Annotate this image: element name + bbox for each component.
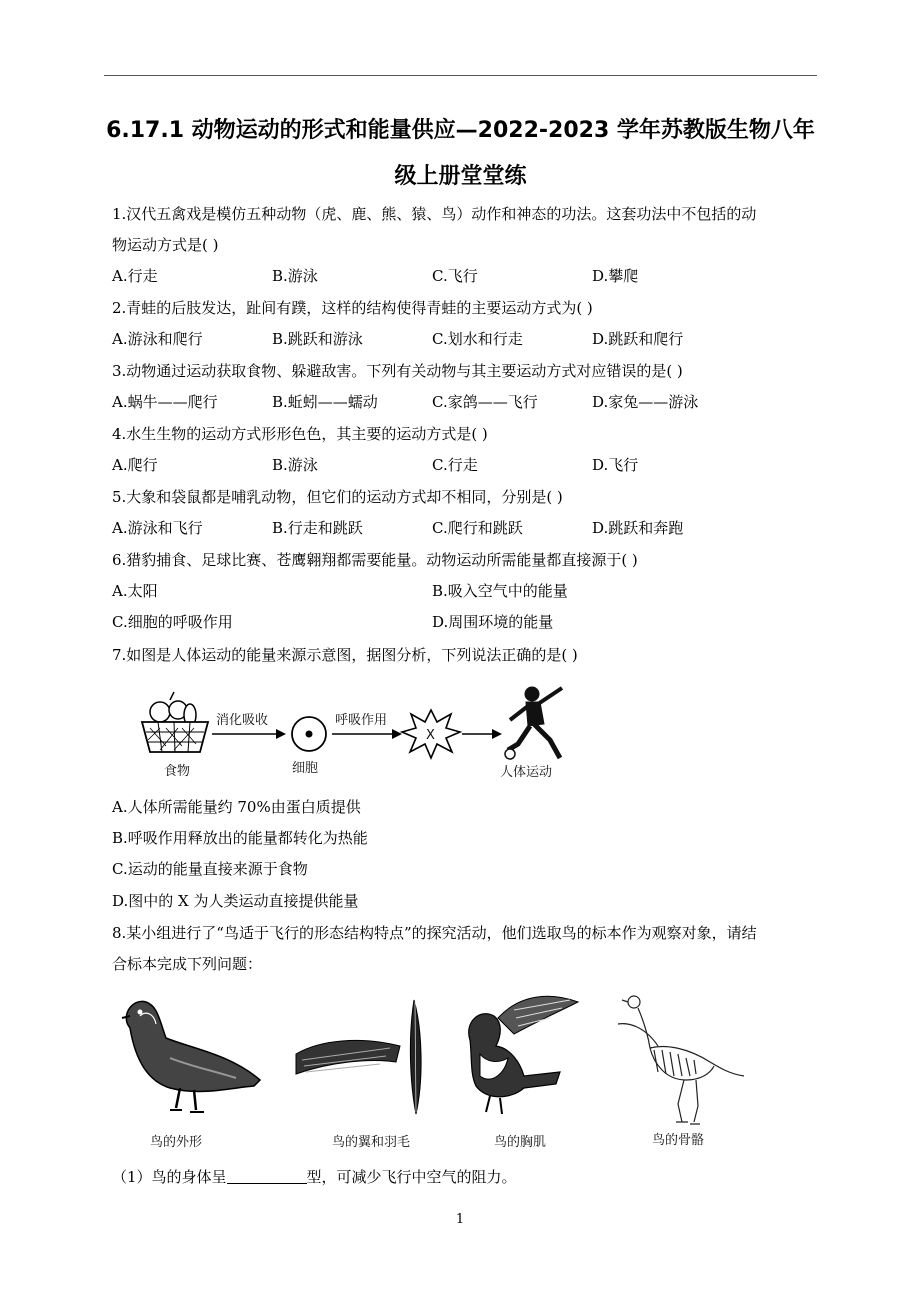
q1-option-a[interactable]: A.行走 bbox=[112, 267, 158, 285]
q6-option-a[interactable]: A.太阳 bbox=[112, 582, 158, 600]
q7-stem: 7.如图是人体运动的能量来源示意图，据图分析，下列说法正确的是( ) bbox=[112, 646, 578, 664]
cell-label: 细胞 bbox=[292, 761, 319, 776]
q5-option-c[interactable]: C.爬行和跳跃 bbox=[432, 519, 523, 537]
q1-stem-2: 物运动方式是( ) bbox=[112, 236, 219, 254]
q1-stem-1: 1.汉代五禽戏是模仿五种动物（虎、鹿、熊、猿、鸟）动作和神态的功法。这套功法中不包括的动 bbox=[112, 205, 757, 223]
q8-sub1-after: 型，可减少飞行中空气的阻力。 bbox=[306, 1168, 517, 1186]
q6-option-b[interactable]: B.吸入空气中的能量 bbox=[432, 582, 568, 600]
q6-option-c[interactable]: C.细胞的呼吸作用 bbox=[112, 613, 233, 631]
q4-option-c[interactable]: C.行走 bbox=[432, 456, 478, 474]
q7-option-d[interactable]: D.图中的 X 为人类运动直接提供能量 bbox=[112, 892, 359, 910]
q6-option-d[interactable]: D.周围环境的能量 bbox=[432, 613, 554, 631]
q8-sub1-before: （1）鸟的身体呈 bbox=[112, 1168, 227, 1186]
q2-stem: 2.青蛙的后肢发达，趾间有蹼，这样的结构使得青蛙的主要运动方式为( ) bbox=[112, 299, 593, 317]
q5-option-b[interactable]: B.行走和跳跃 bbox=[272, 519, 363, 537]
q3-option-d[interactable]: D.家兔——游泳 bbox=[592, 393, 699, 411]
q1-option-b[interactable]: B.游泳 bbox=[272, 267, 318, 285]
caption-skeleton: 鸟的骨骼 bbox=[652, 1133, 705, 1148]
q2-option-a[interactable]: A.游泳和爬行 bbox=[112, 330, 203, 348]
q2-option-d[interactable]: D.跳跃和爬行 bbox=[592, 330, 684, 348]
bird-skeleton-icon bbox=[618, 996, 744, 1124]
title-line-1: 6.17.1 动物运动的形式和能量供应—2022-2023 学年苏教版生物八年 bbox=[106, 118, 815, 143]
q8-sub1 bbox=[112, 1167, 517, 1187]
digest-label: 消化吸收 bbox=[216, 713, 269, 728]
title-line-2: 级上册堂堂练 bbox=[394, 164, 527, 189]
q8-stem-1: 8.某小组进行了“鸟适于飞行的形态结构特点”的探究活动，他们选取鸟的标本作为观察对象，请结 bbox=[112, 924, 757, 942]
wing-feather-icon bbox=[296, 1000, 421, 1114]
page-number: 1 bbox=[455, 1212, 465, 1227]
pigeon-exterior-icon bbox=[122, 1001, 260, 1112]
soccer-player-icon bbox=[505, 687, 562, 759]
q3-option-b[interactable]: B.蚯蚓——蠕动 bbox=[272, 393, 378, 411]
q2-option-c[interactable]: C.划水和行走 bbox=[432, 330, 523, 348]
caption-wing: 鸟的翼和羽毛 bbox=[332, 1135, 411, 1150]
caption-exterior: 鸟的外形 bbox=[150, 1135, 203, 1150]
energy-flow-figure bbox=[130, 680, 590, 784]
q7-option-b[interactable]: B.呼吸作用释放出的能量都转化为热能 bbox=[112, 829, 368, 847]
food-basket-icon bbox=[142, 692, 208, 752]
q7-option-c[interactable]: C.运动的能量直接来源于食物 bbox=[112, 860, 308, 878]
page-title bbox=[104, 108, 817, 200]
arrow-2-head bbox=[392, 729, 402, 739]
q3-stem: 3.动物通过运动获取食物、躲避敌害。下列有关动物与其主要运动方式对应错误的是( ) bbox=[112, 362, 683, 380]
caption-muscle: 鸟的胸肌 bbox=[494, 1135, 547, 1150]
q3-option-c[interactable]: C.家鸽——飞行 bbox=[432, 393, 538, 411]
pectoral-muscle-icon bbox=[469, 996, 578, 1114]
q5-option-d[interactable]: D.跳跃和奔跑 bbox=[592, 519, 684, 537]
q4-stem: 4.水生生物的运动方式形形色色，其主要的运动方式是( ) bbox=[112, 425, 488, 443]
motion-label: 人体运动 bbox=[500, 765, 553, 780]
q5-option-a[interactable]: A.游泳和飞行 bbox=[112, 519, 203, 537]
q4-option-b[interactable]: B.游泳 bbox=[272, 456, 318, 474]
q8-sub1-blank[interactable] bbox=[227, 1169, 307, 1184]
q5-stem: 5.大象和袋鼠都是哺乳动物，但它们的运动方式却不相同，分别是( ) bbox=[112, 488, 563, 506]
q2-option-b[interactable]: B.跳跃和游泳 bbox=[272, 330, 363, 348]
q4-option-a[interactable]: A.爬行 bbox=[112, 456, 158, 474]
q3-option-a[interactable]: A.蜗牛——爬行 bbox=[112, 393, 218, 411]
header-rule bbox=[104, 75, 817, 76]
food-label: 食物 bbox=[164, 764, 191, 779]
q7-option-a[interactable]: A.人体所需能量约 70%由蛋白质提供 bbox=[112, 798, 361, 816]
q8-stem-2: 合标本完成下列问题： bbox=[112, 955, 263, 973]
respire-label: 呼吸作用 bbox=[335, 713, 388, 728]
q1-option-c[interactable]: C.飞行 bbox=[432, 267, 478, 285]
q4-option-d[interactable]: D.飞行 bbox=[592, 456, 639, 474]
x-label: X bbox=[426, 728, 435, 743]
arrow-1-head bbox=[276, 729, 286, 739]
q1-option-d[interactable]: D.攀爬 bbox=[592, 267, 639, 285]
q6-stem: 6.猎豹捕食、足球比赛、苍鹰翱翔都需要能量。动物运动所需能量都直接源于( ) bbox=[112, 551, 638, 569]
arrow-3-head bbox=[492, 729, 502, 739]
bird-specimens-figure bbox=[110, 988, 770, 1156]
